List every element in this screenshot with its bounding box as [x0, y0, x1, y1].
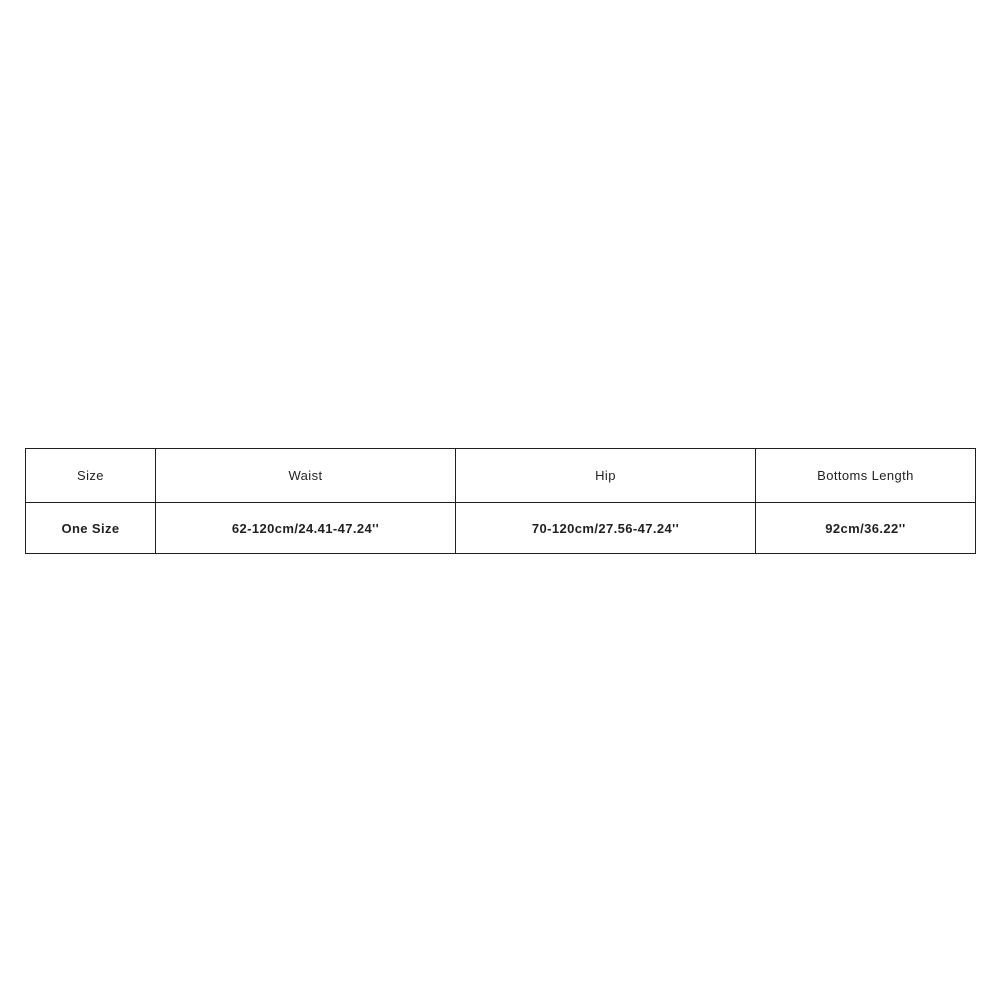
header-cell-bottoms-length: Bottoms Length — [756, 449, 976, 503]
header-cell-hip: Hip — [456, 449, 756, 503]
size-chart-container — [25, 448, 975, 554]
cell-hip: 70-120cm/27.56-47.24'' — [456, 503, 756, 554]
table-row — [26, 503, 976, 554]
cell-size: One Size — [26, 503, 156, 554]
table-header-row — [26, 449, 976, 503]
size-chart-table — [25, 448, 976, 554]
header-cell-waist: Waist — [156, 449, 456, 503]
cell-bottoms-length: 92cm/36.22'' — [756, 503, 976, 554]
cell-waist: 62-120cm/24.41-47.24'' — [156, 503, 456, 554]
header-cell-size: Size — [26, 449, 156, 503]
